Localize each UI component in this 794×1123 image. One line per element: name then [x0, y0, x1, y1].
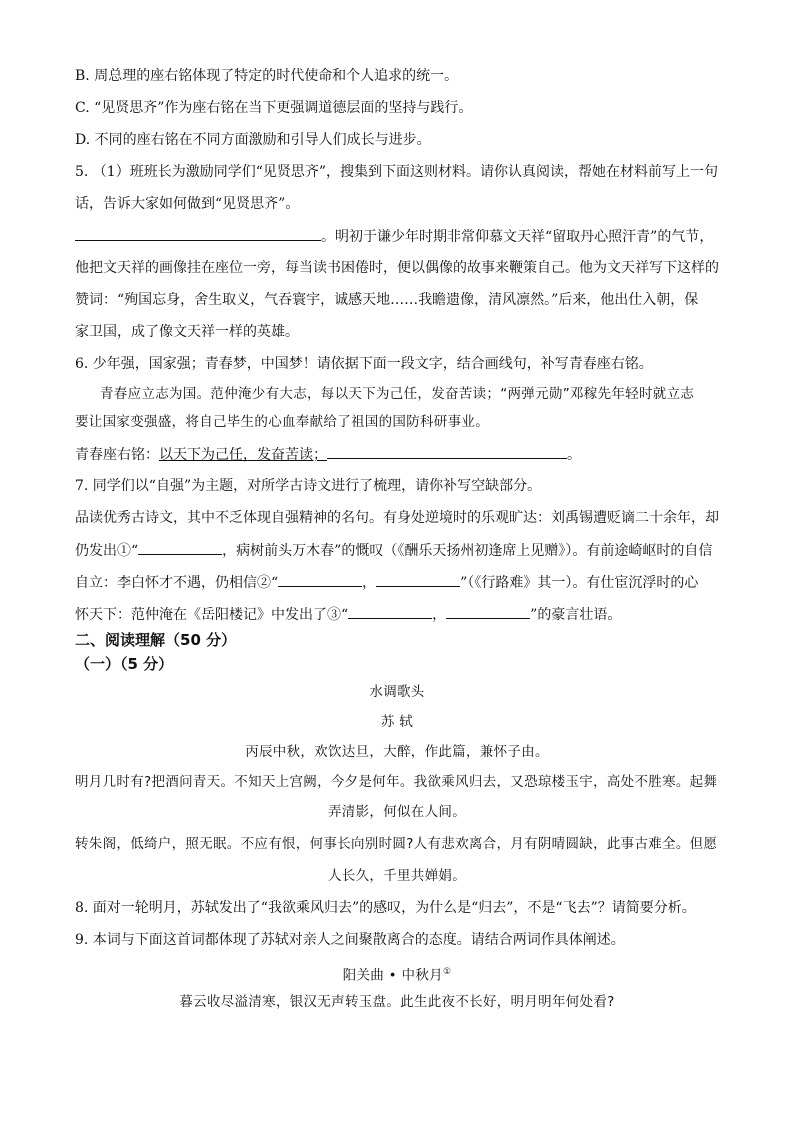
poem-line-2: 弄清影，何似在人间。 [328, 804, 466, 820]
q5-line6: 家卫国，成了像文天祥一样的英雄。 [75, 324, 299, 340]
q7-question: 7. 同学们以“自强”为主题，对所学古诗文进行了梳理，请你补写空缺部分。 [75, 478, 542, 494]
q5-answer-blank[interactable] [75, 226, 321, 241]
q7-line2: 品读优秀古诗文，其中不乏体现自强精神的名句。有身处逆境时的乐观旷达：刘禹锡遭贬谪二十余年，却 [75, 510, 719, 526]
q6-question: 6. 少年强，国家强；青春梦，中国梦！请依据下面一段文字，结合画线句，补写青春座右铭。 [75, 356, 653, 372]
poem-title: 水调歌头 [369, 684, 425, 700]
q5-line4: 他把文天祥的画像挂在座位一旁，每当读书困倦时，便以偶像的故事来鞭策自己。他为文天祥写下这样的 [75, 260, 719, 276]
q6-motto: 青春座右铭：以天下为己任，发奋苦读； 。 [75, 444, 581, 465]
q6-passage-2: 要让国家变强盛，将自己毕生的心血奉献给了祖国的国防科研事业。 [75, 414, 489, 430]
poem-preface: 丙辰中秋，欢饮达旦，大醉，作此篇，兼怀子由。 [245, 744, 549, 760]
q5-line1: 5. （1）班班长为激励同学们“见贤思齐”，搜集到下面这则材料。请你认真阅读，帮她在材料前写上一句 [75, 164, 719, 180]
q9-question: 9. 本词与下面这首词都体现了苏轼对亲人之间聚散离合的态度。请结合两词作具体阐述。 [75, 932, 625, 948]
poem2-title: 阳关曲 • 中秋月① [342, 967, 452, 984]
q6-passage-1: 青春应立志为国。范仲淹少有大志，每以天下为己任，发奋苦读；“两弹元勋”邓稼先年轻时就立志 [100, 386, 695, 402]
q6-answer-blank[interactable] [327, 444, 567, 459]
poem-author: 苏 轼 [380, 714, 414, 730]
section-heading: 二、阅读理解（50 分） [75, 631, 237, 649]
poem-line-4: 人长久，千里共婵娟。 [328, 868, 466, 884]
q7-blank-1[interactable] [138, 540, 222, 555]
footnote-marker: ① [442, 967, 452, 977]
q7-line3: 仍发出①“ ，病树前头万木春”的慨叹（《酬乐天扬州初逢席上见赠》）。有前途崎岖时的自信 [75, 540, 712, 561]
q7-blank-2a[interactable] [278, 572, 362, 587]
q7-line5: 怀天下：范仲淹在《岳阳楼记》中发出了③“ ， ”的豪言壮语。 [75, 604, 621, 625]
option-b: B. 周总理的座右铭体现了特定的时代使命和个人追求的统一。 [75, 68, 459, 84]
q6-motto-given: 以天下为己任，发奋苦读； [159, 447, 327, 463]
option-d: D. 不同的座右铭在不同方面激励和引导人们成长与进步。 [75, 132, 431, 148]
q7-blank-3b[interactable] [446, 604, 530, 619]
q7-line4: 自立：李白怀才不遇，仍相信②“ ， ”（《行路难》其一）。有仕宦沉浮时的心 [75, 572, 698, 593]
q5-line2: 话，告诉大家如何做到“见贤思齐”。 [75, 196, 300, 212]
poem-line-1: 明月几时有?把酒问青天。不知天上宫阙，今夕是何年。我欲乘风归去，又恐琼楼玉宇，高处不胜寒。起舞 [75, 774, 718, 790]
poem2-line: 暮云收尽溢清寒，银汉无声转玉盘。此生此夜不长好，明月明年何处看? [179, 994, 615, 1010]
poem-line-3: 转朱阁，低绮户，照无眠。不应有恨，何事长向别时圆?人有悲欢离合，月有阴晴圆缺，此事古难全。但愿 [75, 836, 718, 852]
part-heading: （一）（5 分） [75, 655, 174, 673]
q7-blank-2b[interactable] [376, 572, 460, 587]
q8-question: 8. 面对一轮明月，苏轼发出了“我欲乘风归去”的感叹，为什么是“归去”，不是“飞去”？请简要分析。 [75, 900, 696, 916]
q7-blank-3a[interactable] [348, 604, 432, 619]
q5-line5: 赞词：“殉国忘身，舍生取义，气吞寰宇，诚感天地……我瞻遗像，清风凛然。”后来，他出仕入朝，保 [75, 292, 699, 308]
q5-line3: 。明初于谦少年时期非常仰慕文天祥“留取丹心照汗青”的气节， [75, 226, 713, 247]
option-c: C. “见贤思齐”作为座右铭在当下更强调道德层面的坚持与践行。 [75, 100, 473, 116]
